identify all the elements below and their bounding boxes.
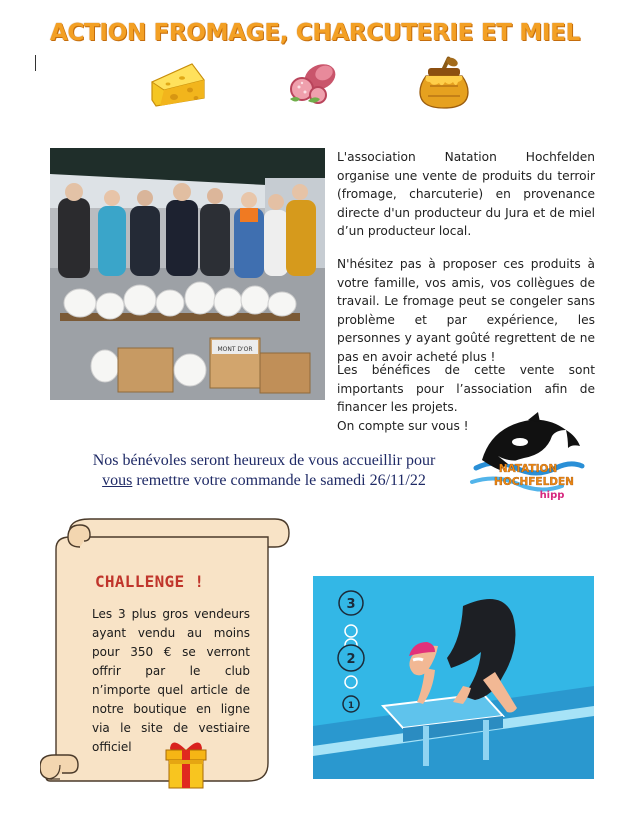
salami-icon bbox=[288, 61, 340, 107]
swimmer-illustration bbox=[313, 576, 594, 779]
cheese-icon bbox=[148, 60, 208, 110]
honey-pot-icon bbox=[418, 56, 470, 110]
volunteers-photo bbox=[50, 148, 325, 400]
volunteer-line-1: Nos bénévoles seront heureux de vous accueillir pour bbox=[92, 452, 436, 469]
benefits-text: Les bénéfices de cette vente sont importants pour l’association afin de financer les projets. bbox=[337, 363, 595, 415]
logo-line-1: NATATION bbox=[498, 463, 558, 475]
suggestion-paragraph: N'hésitez pas à proposer ces produits à votre famille, vos amis, vos collègues de travail. Le fromage peut se congeler sans problème et par expérience, les personnes y ayant goûté regrettent de ne pas en avoir acheté plus ! bbox=[337, 257, 595, 364]
challenge-title: CHALLENGE ! bbox=[95, 572, 205, 591]
logo-line-3: hipp bbox=[539, 490, 565, 501]
challenge-text: Les 3 plus gros vendeurs ayant vendu au moins pour 350 € se verront offrir par le club n’importe quel article de notre boutique en ligne via le site de vestiaire officiel bbox=[92, 607, 250, 754]
logo-line-2: HOCHFELDEN bbox=[494, 476, 574, 488]
call-to-action: On compte sur vous ! bbox=[337, 418, 469, 433]
gift-icon bbox=[160, 738, 212, 790]
lane-number-1: 1 bbox=[347, 701, 355, 711]
box-label: MONT D'OR bbox=[217, 346, 253, 353]
lane-number-2: 2 bbox=[346, 652, 356, 667]
volunteer-message bbox=[58, 451, 470, 491]
text-cursor bbox=[35, 55, 36, 71]
page-title: ACTION FROMAGE, CHARCUTERIE ET MIEL bbox=[49, 20, 581, 46]
intro-paragraph: L'association Natation Hochfelden organise une vente de produits du terroir (fromage, charcuterie) en provenance directe d'un producteur du Jura et de miel d’un producteur local. bbox=[337, 150, 595, 239]
lane-number-3: 3 bbox=[346, 597, 356, 612]
club-logo bbox=[468, 412, 586, 508]
volunteer-line-2: remettre votre commande le samedi 26/11/22 bbox=[136, 472, 426, 489]
volunteer-vous: vous bbox=[102, 472, 133, 489]
